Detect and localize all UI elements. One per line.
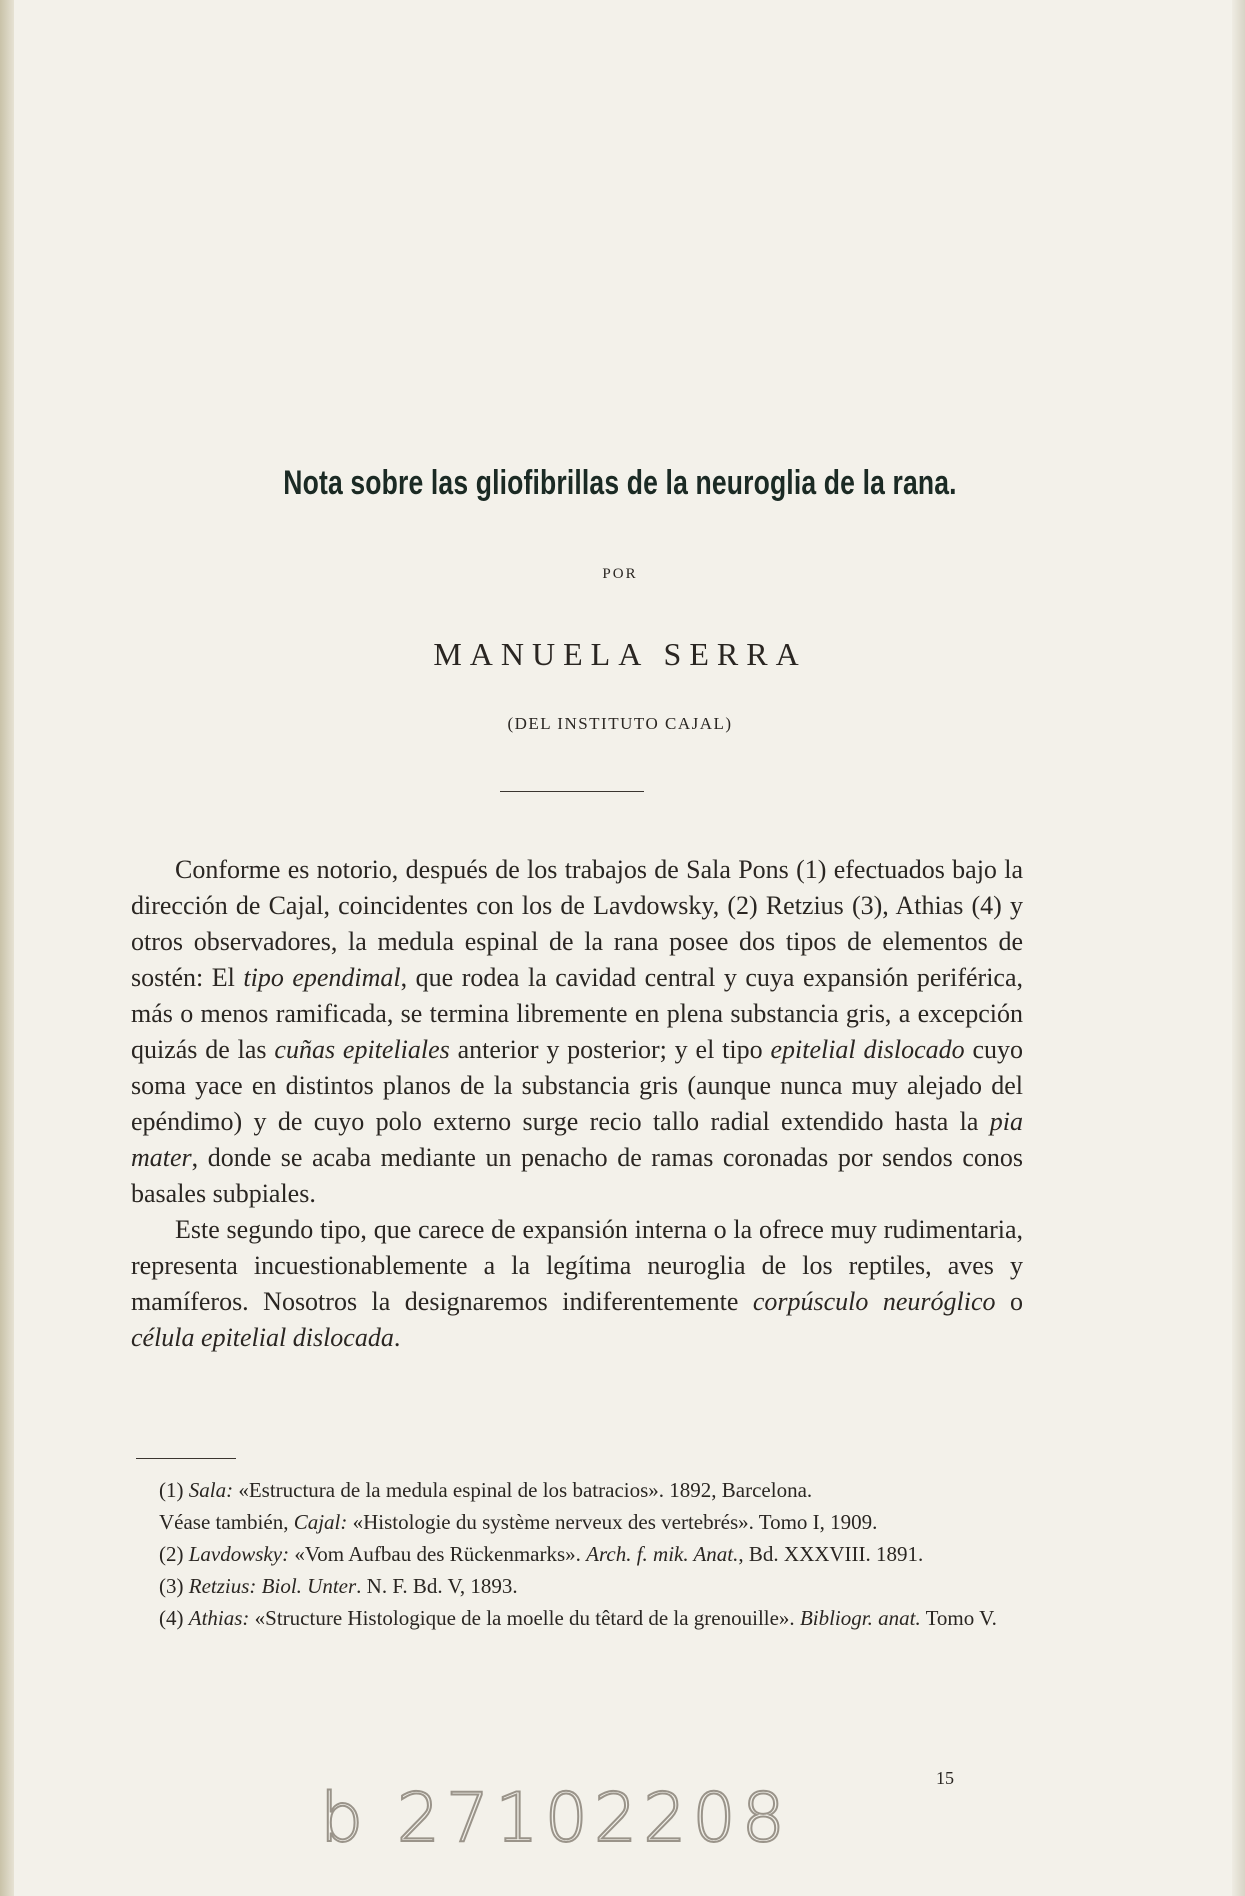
text-run: o <box>995 1287 1023 1316</box>
footnote <box>131 1476 1023 1505</box>
italic-text: tipo ependimal <box>243 963 401 992</box>
title-divider <box>500 791 644 792</box>
italic-text: Bibliogr. anat. <box>799 1606 921 1630</box>
text-run: «Estructura de la medula espinal de los batracios». 1892, Barcelona. <box>233 1478 813 1502</box>
text-run: , donde se acaba mediante un penacho de ramas coronadas por sendos conos basales subpiales. <box>131 1143 1023 1208</box>
page-fold <box>1232 0 1245 1896</box>
text-run: «Vom Aufbau des Rückenmarks». <box>289 1542 587 1566</box>
italic-text: corpúsculo neuróglico <box>752 1287 996 1316</box>
text-run: (1) <box>159 1478 189 1502</box>
italic-text: célula epitelial dislocada <box>131 1323 394 1352</box>
text-run: , Bd. XXXVIII. 1891. <box>738 1542 924 1566</box>
text-run: Tomo V. <box>920 1606 997 1630</box>
text-run: cuyo soma yace en distintos planos de la substancia gris (aunque nunca muy alejado del epéndimo) y de cuyo polo externo surge recio tallo radial extendido hasta la <box>131 1035 1024 1136</box>
binding-edge <box>0 0 14 1896</box>
text-run: . N. F. Bd. V, 1893. <box>356 1574 518 1598</box>
italic-text: Sala: <box>188 1478 234 1502</box>
footnote <box>131 1540 1023 1569</box>
text-run: anterior y posterior; y el tipo <box>449 1035 771 1064</box>
text-run: (3) <box>159 1574 189 1598</box>
text-run: Conforme es notorio, después de los trabajos de Sala Pons (1) efectuados bajo la dirección de Cajal, coincidentes con los de Lavdowsky, (2) Retzius (3), Athias (4) y otros observadores, la medula espinal de la rana posee dos tipos de elementos de sostén: El <box>131 855 1023 992</box>
byline-por: POR <box>602 566 638 582</box>
italic-text: Athias: <box>188 1606 250 1630</box>
author-name: MANUELA SERRA <box>433 636 807 672</box>
author-affiliation: (DEL INSTITUTO CAJAL) <box>507 714 733 733</box>
italic-text: Retzius: Biol. Unter <box>188 1574 357 1598</box>
text-run: (4) <box>159 1606 189 1630</box>
italic-text: epitelial dislocado <box>770 1035 965 1064</box>
footnotes <box>131 1476 1023 1636</box>
italic-text: cuñas epiteliales <box>274 1035 450 1064</box>
italic-text: Arch. f. mik. Anat. <box>586 1542 739 1566</box>
text-run: Este segundo tipo, que carece de expansión interna o la ofrece muy rudimentaria, representa incuestionablemente a la legítima neuroglia de los reptiles, aves y mamíferos. Nosotros la designaremos indiferentemente <box>131 1215 1023 1316</box>
text-run: «Histologie du système nerveux des vertebrés». Tomo I, 1909. <box>347 1510 878 1534</box>
article-title: Nota sobre las gliofibrillas de la neuroglia de la rana. <box>283 464 957 502</box>
footnote <box>131 1508 1023 1537</box>
paragraph <box>131 1212 1023 1356</box>
text-run: , que rodea la cavidad central y cuya expansión periférica, más o menos ramificada, se termina libremente en plena substancia gris, a excepción quizás de las <box>131 963 1023 1064</box>
italic-text: Cajal: <box>293 1510 348 1534</box>
italic-text: Lavdowsky: <box>188 1542 290 1566</box>
italic-text: pia mater <box>131 1107 1023 1172</box>
handwritten-text: b 27102208 <box>320 1779 791 1858</box>
text-run: . <box>393 1323 401 1352</box>
paragraph <box>131 852 1023 1212</box>
page-number: 15 <box>936 1768 954 1788</box>
footnote-divider <box>136 1458 236 1459</box>
footnote <box>131 1572 1023 1601</box>
text-run: «Structure Histologique de la moelle du têtard de la grenouille». <box>249 1606 800 1630</box>
handwritten-catalog-number <box>310 1775 791 1858</box>
text-run: Véase también, <box>159 1510 294 1534</box>
text-run: (2) <box>159 1542 189 1566</box>
footnote <box>131 1604 1023 1633</box>
body-text <box>131 852 1023 1356</box>
